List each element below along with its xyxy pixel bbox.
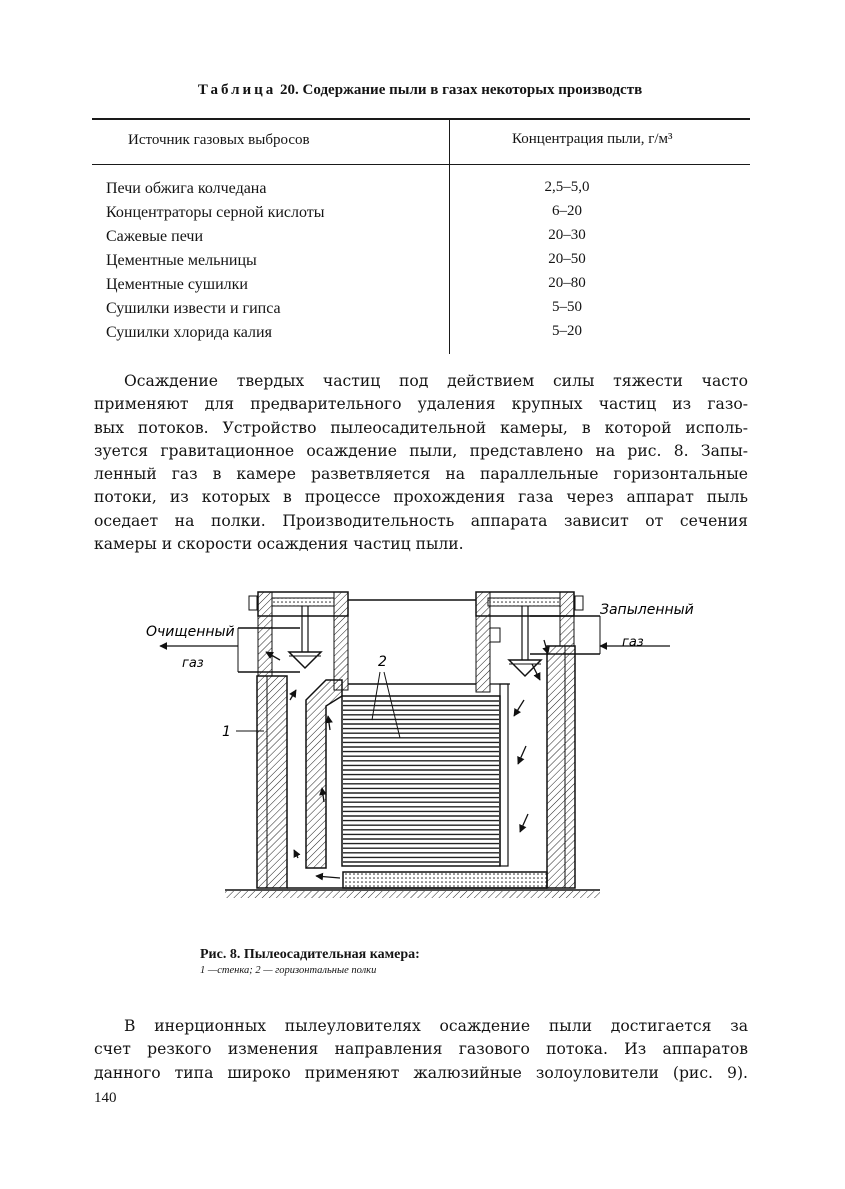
table-cell-source: Сажевые печи <box>106 228 203 245</box>
label-gas-left: газ <box>182 656 204 671</box>
left-wall <box>257 676 287 888</box>
paragraph-line: В инерционных пылеуловителях осаждение пыли достигается за <box>124 1017 748 1035</box>
label-wall-number: 1 <box>222 724 231 740</box>
table-header-source: Источник газовых выбросов <box>128 132 310 148</box>
table-cell-value: 5–50 <box>552 299 582 315</box>
table-header-concentration: Концентрация пыли, г/м³ <box>512 131 673 147</box>
paragraph-line: счет резкого изменения направления газового потока. Из аппаратов <box>94 1040 748 1059</box>
figure-caption-title: Рис. 8. Пылеосадительная камера: <box>200 947 420 962</box>
table-cell-source: Сушилки извести и гипса <box>106 300 281 317</box>
right-wall <box>547 646 575 888</box>
label-shelves-number: 2 <box>378 654 387 670</box>
label-gas-right: газ <box>622 635 644 650</box>
left-baffle <box>306 680 342 868</box>
label-cleaned: Очищенный <box>146 624 235 640</box>
paragraph-line: применяют для предварительного удаления крупных частиц из газо- <box>94 395 748 414</box>
table-cell-source: Концентраторы серной кислоты <box>106 204 325 221</box>
paragraph-line: Осаждение твердых частиц под действием силы тяжести часто <box>124 372 748 390</box>
paragraph-line: ленный газ в камере разветвляется на параллельные горизонтальные <box>94 465 748 484</box>
table-cell-value: 20–80 <box>548 275 586 291</box>
table-cell-source: Цементные сушилки <box>106 276 248 293</box>
bottom-slab <box>287 872 547 888</box>
paragraph-line: оседает на полки. Производительность аппарата зависит от сечения <box>94 511 748 530</box>
table-cell-source: Сушилки хлорида калия <box>106 324 272 341</box>
gas-flow-arrows <box>160 640 670 878</box>
paragraph-line: камеры и скорости осаждения частиц пыли. <box>94 535 464 554</box>
paragraph-line: данного типа широко применяют жалюзийные золоуловители (рис. 9). <box>94 1063 748 1082</box>
table-cell-value: 2,5–5,0 <box>544 179 590 195</box>
figure-caption-legend: 1 —стенка; 2 — горизонтальные полки <box>200 965 377 976</box>
table-cell-source: Печи обжига колчедана <box>106 180 267 197</box>
page-number: 140 <box>94 1090 117 1106</box>
ground-line <box>225 890 600 898</box>
horizontal-shelves <box>342 696 500 866</box>
left-head-block <box>249 592 348 690</box>
table-caption-text: 20. Содержание пыли в газах некоторых производств <box>280 82 643 98</box>
top-connecting-channel <box>348 600 476 684</box>
paragraph-inertial-collectors <box>94 1015 748 1085</box>
figure-caption <box>200 947 645 976</box>
table-cell-value: 20–30 <box>548 227 586 243</box>
table-cell-source: Цементные мельницы <box>106 252 257 269</box>
table-cell-value: 5–20 <box>552 323 582 339</box>
table-caption-label: Таблица <box>197 82 277 98</box>
table-cell-value: 6–20 <box>552 203 582 219</box>
label-dusty: Запыленный <box>600 602 694 618</box>
paragraph-line: потоки, из которых в процессе прохождения газа через аппарат пыль <box>94 488 748 507</box>
paragraph-line: вых потоков. Устройство пылеосадительной камеры, в которой исполь- <box>94 418 748 437</box>
table-cell-value: 20–50 <box>548 251 586 267</box>
paragraph-line: зуется гравитационное осаждение пыли, представлено на рис. 8. Запы- <box>94 441 748 460</box>
